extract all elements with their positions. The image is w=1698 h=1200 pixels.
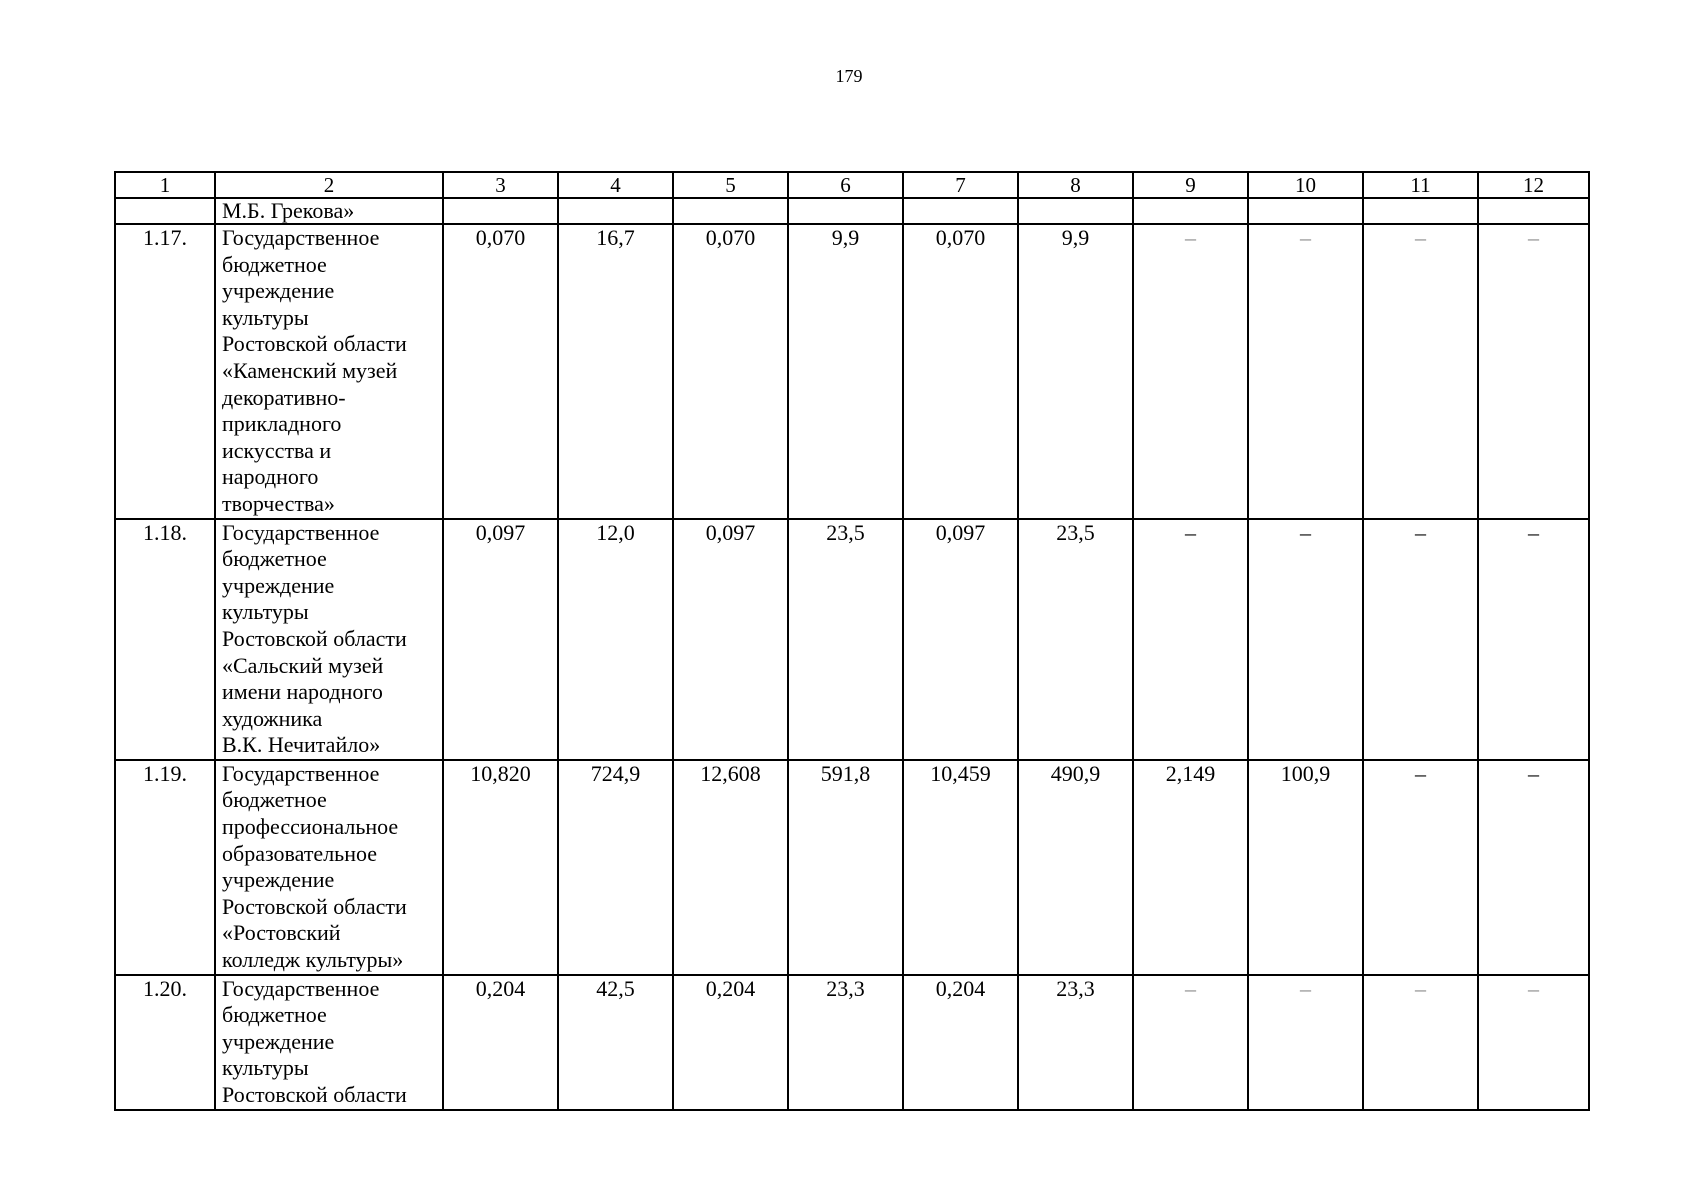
value-cell [1133, 198, 1248, 224]
institution-name-line: Ростовской области [222, 625, 407, 651]
header-cell: 1 [115, 172, 215, 198]
header-cell: 3 [443, 172, 558, 198]
value-cell [673, 198, 788, 224]
value-cell: 23,3 [1018, 975, 1133, 1110]
institution-name-line: Государственное [222, 760, 380, 786]
value-cell: 12,608 [673, 760, 788, 975]
header-cell: 11 [1363, 172, 1478, 198]
value-cell: – [1133, 224, 1248, 519]
institution-name-line: имени народного [222, 679, 383, 705]
institution-name-line: учреждение [222, 572, 335, 598]
institution-name-line: искусства и [222, 437, 332, 463]
value-cell: – [1478, 760, 1589, 975]
row-number-cell: 1.19. [115, 760, 215, 975]
row-number-cell: 1.20. [115, 975, 215, 1110]
header-cell: 2 [215, 172, 443, 198]
header-cell: 7 [903, 172, 1018, 198]
header-cell: 10 [1248, 172, 1363, 198]
institution-name-line: прикладного [222, 411, 342, 437]
table-row [115, 519, 1589, 760]
header-row [115, 172, 1589, 198]
value-cell [1248, 198, 1363, 224]
value-cell: – [1248, 975, 1363, 1110]
value-cell [1018, 198, 1133, 224]
value-cell: 0,097 [673, 519, 788, 760]
value-cell [443, 198, 558, 224]
value-cell: – [1363, 760, 1478, 975]
value-cell: 0,070 [903, 224, 1018, 519]
value-cell: 0,204 [903, 975, 1018, 1110]
institution-name-line: художника [222, 705, 323, 731]
institution-name-line: Государственное [222, 975, 380, 1001]
value-cell: – [1478, 224, 1589, 519]
institution-name-line: В.К. Нечитайло» [222, 732, 381, 758]
institution-name-line: культуры [222, 1055, 309, 1081]
institution-name-cell [215, 760, 443, 975]
institution-name-cell [215, 224, 443, 519]
value-cell: 100,9 [1248, 760, 1363, 975]
value-cell: – [1478, 975, 1589, 1110]
value-cell [558, 198, 673, 224]
data-table [114, 171, 1590, 1111]
value-cell: 0,097 [903, 519, 1018, 760]
value-cell: – [1363, 975, 1478, 1110]
value-cell: 490,9 [1018, 760, 1133, 975]
institution-name-line: «Ростовский [222, 920, 341, 946]
value-cell: 16,7 [558, 224, 673, 519]
value-cell: – [1363, 224, 1478, 519]
institution-name-line: «Сальский музей [222, 652, 384, 678]
header-cell: 9 [1133, 172, 1248, 198]
value-cell: 42,5 [558, 975, 673, 1110]
institution-name-line: образовательное [222, 840, 378, 866]
value-cell: 23,5 [788, 519, 903, 760]
value-cell: – [1133, 519, 1248, 760]
institution-name-line: бюджетное [222, 546, 327, 572]
institution-name-line: Ростовской области [222, 893, 407, 919]
header-cell: 4 [558, 172, 673, 198]
header-cell: 12 [1478, 172, 1589, 198]
page-number: 179 [835, 66, 863, 86]
value-cell [903, 198, 1018, 224]
value-cell [1363, 198, 1478, 224]
value-cell: 0,204 [673, 975, 788, 1110]
row-number-cell [115, 198, 215, 224]
institution-name-cell: М.Б. Грекова» [215, 198, 443, 224]
value-cell [788, 198, 903, 224]
institution-name-line: «Каменский музей [222, 357, 398, 383]
value-cell: – [1248, 224, 1363, 519]
table-row [115, 975, 1589, 1110]
institution-name-line: Государственное [222, 225, 380, 250]
value-cell: – [1363, 519, 1478, 760]
institution-name-line: Государственное [222, 519, 380, 545]
value-cell: 10,459 [903, 760, 1018, 975]
institution-name-line: бюджетное [222, 787, 327, 813]
value-cell: 0,070 [443, 224, 558, 519]
value-cell: 9,9 [788, 224, 903, 519]
table-row [115, 760, 1589, 975]
value-cell: 0,097 [443, 519, 558, 760]
value-cell: 10,820 [443, 760, 558, 975]
institution-name-line: культуры [222, 599, 309, 625]
value-cell: 0,070 [673, 224, 788, 519]
institution-name-line: учреждение [222, 867, 335, 893]
institution-name-line: бюджетное [222, 1002, 327, 1028]
institution-name-line: колледж культуры» [222, 947, 404, 973]
value-cell: 591,8 [788, 760, 903, 975]
institution-name-line: учреждение [222, 278, 335, 304]
header-cell: 8 [1018, 172, 1133, 198]
institution-name-line: профессиональное [222, 814, 399, 840]
value-cell: – [1248, 519, 1363, 760]
value-cell: – [1478, 519, 1589, 760]
value-cell: 9,9 [1018, 224, 1133, 519]
institution-name-line: бюджетное [222, 251, 327, 277]
header-cell: 5 [673, 172, 788, 198]
institution-name-line: Ростовской области [222, 331, 407, 357]
continuation-row [115, 198, 1589, 224]
row-number-cell: 1.17. [115, 224, 215, 519]
table-row [115, 224, 1589, 519]
value-cell: 23,3 [788, 975, 903, 1110]
institution-name-cell [215, 519, 443, 760]
institution-name-line: народного [222, 464, 319, 490]
institution-name-line: декоративно- [222, 384, 346, 410]
value-cell: 23,5 [1018, 519, 1133, 760]
row-number-cell: 1.18. [115, 519, 215, 760]
institution-name-line: Ростовской области [222, 1082, 407, 1107]
value-cell: 0,204 [443, 975, 558, 1110]
header-cell: 6 [788, 172, 903, 198]
value-cell: – [1133, 975, 1248, 1110]
institution-name-line: культуры [222, 304, 309, 330]
value-cell: 724,9 [558, 760, 673, 975]
value-cell [1478, 198, 1589, 224]
value-cell: 2,149 [1133, 760, 1248, 975]
institution-name-cell [215, 975, 443, 1110]
institution-name-line: учреждение [222, 1028, 335, 1054]
institution-name-line: творчества» [222, 490, 335, 516]
value-cell: 12,0 [558, 519, 673, 760]
